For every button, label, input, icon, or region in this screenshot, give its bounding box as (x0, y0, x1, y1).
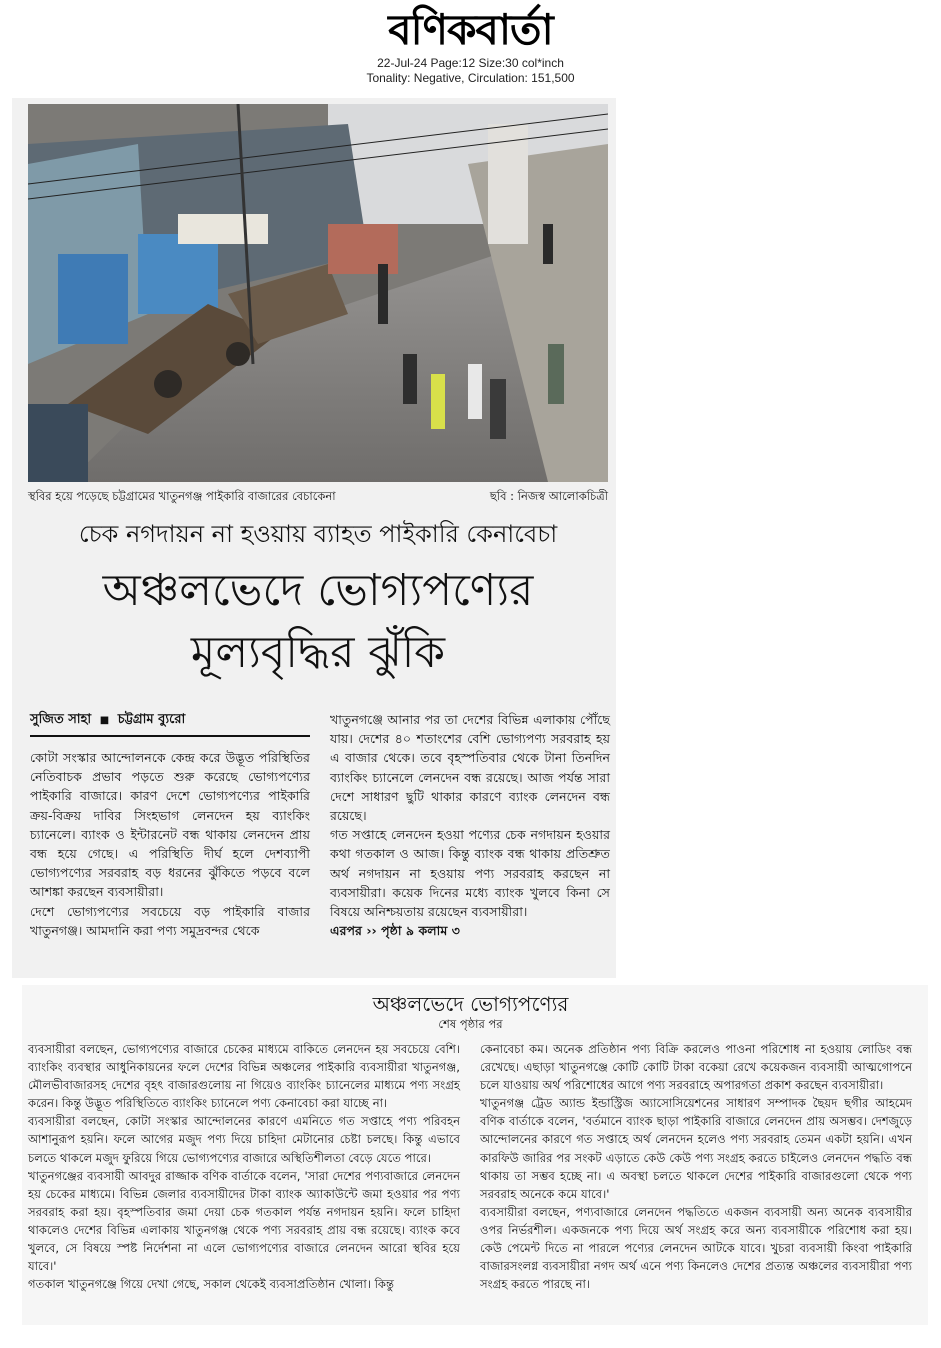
article-paragraph: দেশে ভোগ্যপণ্যের সবচেয়ে বড় পাইকারি বাজার খাতুনগঞ্জ। আমদানি করা পণ্য সমুদ্রবন্দর থেকে (30, 903, 310, 938)
market-street-photo-illustration (28, 104, 608, 482)
photo-caption-row (28, 486, 608, 506)
continued-on-page: এরপর ›› পৃষ্ঠা ৯ কলাম ৩ (330, 923, 460, 939)
jump-paragraph: ব্যবসায়ীরা বলছেন, পণ্যবাজারে লেনদেন পদ্ধতিতে একজন ব্যবসায়ী অন্য অনেক ব্যবসায়ীর ওপর নির্ভরশীল। একজনকে পণ্য দিয়ে অর্থ সংগ্রহ করে অন্য ব্যবসায়ীকে পরিশোধ করা হয়। কেউ পেমেন্ট দিতে না পারলে পণ্যের লেনদেন আটকে যাবে। খুচরা ব্যবসায়ী কিংবা পাইকারি বাজারসংলগ্ন ব্যবসায়ীরা নগদ অর্থ এনে পণ্য কিনলেও দেশের প্রত্যন্ত অঞ্চলের ব্যবসায়ীরা পণ্য সংগ্রহ করতে পারছে না। (480, 1204, 912, 1292)
jump-paragraph: ব্যবসায়ীরা বলছেন, কোটা সংস্কার আন্দোলনের কারণে এমনিতে গত সপ্তাহে পণ্য পরিবহন আশানুরূপ হয়নি। ফলে আগের মজুদ পণ্য দিয়ে চাহিদা মেটানোর চেষ্টা চলছে। কিন্তু এভাবে চলতে থাকলে মজুদ ফুরিয়ে গিয়ে ভোগ্যপণ্যের বাজারে অস্থিতিশীলতা বেড়ে যেতে পারে। (28, 1114, 460, 1165)
article-kicker: চেক নগদায়ন না হওয়ায় ব্যাহত পাইকারি কেনাবেচা (78, 520, 558, 548)
article-paragraph: গত সপ্তাহে লেনদেন হওয়া পণ্যের চেক নগদায়ন হওয়ার কথা গতকাল ও আজ। কিন্তু ব্যাংক বন্ধ থাকায় প্রতিশ্রুত অর্থ নগদায়ন না হওয়ায় পণ্য সরবরাহ করছেন না ব্যবসায়ীরা। কয়েক দিনের মধ্যে ব্যাংক খুলবে কিনা সে বিষয়ে অনিশ্চয়তায় রয়েছেন ব্যবসায়ীরা। (330, 827, 610, 920)
headline-line-1: অঞ্চলভেদে ভোগ্যপণ্যের (102, 565, 534, 616)
jump-subhead: শেষ পৃষ্ঠার পর (438, 1017, 503, 1031)
clip-meta-date-page-size: 22-Jul-24 Page:12 Size:30 col*inch (377, 56, 564, 70)
article-paragraph: কোটা সংস্কার আন্দোলনকে কেন্দ্র করে উদ্ভূত পরিস্থিতির নেতিবাচক প্রভাব পড়তে শুরু করেছে ভোগ্যপণ্যের পাইকারি বাজারে। কারণ দেশে ভোগ্যপণ্যের পাইকারি ক্রয়-বিক্রয় দাবির সিংহভাগ লেনদেন হয় ব্যাংকিং চ্যানেলে। ব্যাংক ও ইন্টারনেট বন্ধ থাকায় লেনদেন প্রায় বন্ধ হয়ে গেছে। এ পরিস্থিতি দীর্ঘ হলে দেশব্যাপী ভোগ্যপণ্যের সরবরাহ বড় ধরনের ঝুঁকিতে পড়বে বলে আশঙ্কা করছেন ব্যবসায়ীরা। (30, 750, 310, 900)
jump-column-right (480, 1040, 912, 1293)
jump-paragraph: ব্যবসায়ীরা বলছেন, ভোগ্যপণ্যের বাজারে চেকের মাধ্যমে বাকিতে লেনদেন হয় সবচেয়ে বেশি। ব্যাংকিং ব্যবস্থার আধুনিকায়নের ফলে দেশের বিভিন্ন অঞ্চলের পাইকারি ব্যবসায়ীরা খাতুনগঞ্জ, মৌলভীবাজারসহ দেশের বৃহৎ বাজারগুলোয় না গিয়েও ব্যাংকিং চ্যানেলের মাধ্যমে পণ্য সংগ্রহ করেন। কিন্তু উদ্ভূত পরিস্থিতিতে ব্যাংকিং চ্যানেলে পণ্য কেনাবেচা করা যাচ্ছে না। (28, 1042, 460, 1111)
byline (30, 710, 310, 737)
newspaper-logo: বণিকবার্তা (388, 5, 553, 54)
article-paragraph: খাতুনগঞ্জে আনার পর তা দেশের বিভিন্ন এলাকায় পৌঁছে যায়। দেশের ৪০ শতাংশের বেশি ভোগ্যপণ্য সরবরাহ হয় এ বাজার থেকে। তবে বৃহস্পতিবার থেকে টানা তিনদিন ব্যাংকিং চ্যানেলে লেনদেন বন্ধ রয়েছে। আজ পর্যন্ত সারা দেশে সাধারণ ছুটি থাকার কারণে ব্যাংক লেনদেন বন্ধ রয়েছে। (330, 712, 610, 824)
article-column-2 (330, 710, 610, 940)
byline-desk: চট্টগ্রাম ব্যুরো (117, 712, 186, 727)
jump-paragraph: কেনাবেচা কম। অনেক প্রতিষ্ঠান পণ্য বিক্রি করলেও পাওনা পরিশোধ না হওয়ায় লোডিং বন্ধ রেখেছে। এছাড়া খাতুনগঞ্জে কোটি কোটি টাকা বকেয়া রেখে কয়েকজন ব্যবসায়ী আত্মগোপনে চলে যাওয়ায় অর্থ পরিশোধের আগে পণ্য সরবরাহে অপারগতা প্রকাশ করছেন ব্যবসায়ীরা। (480, 1042, 912, 1093)
photo-caption: স্থবির হয়ে পড়েছে চট্টগ্রামের খাতুনগঞ্জ পাইকারি বাজারের বেচাকেনা (28, 489, 336, 503)
article-headline (28, 560, 608, 684)
masthead (0, 4, 941, 86)
byline-author: সুজিত সাহা (30, 712, 92, 727)
jump-column-left (28, 1040, 460, 1293)
photo-credit: ছবি : নিজস্ব আলোকচিত্রী (489, 489, 608, 503)
jump-headline: অঞ্চলভেদে ভোগ্যপণ্যের (372, 992, 569, 1016)
headline-line-2: মূল্যবৃদ্ধির ঝুঁকি (190, 627, 446, 678)
market-street-photo (28, 104, 608, 482)
jump-paragraph: খাতুনগঞ্জ ট্রেড অ্যান্ড ইন্ডাস্ট্রিজ অ্যাসোসিয়েশনের সাধারণ সম্পাদক ছৈয়দ ছগীর আহমেদ বণিক বার্তাকে বলেন, 'বর্তমানে ব্যাংক ছাড়া পাইকারি বাজারে লেনদেন প্রায় অসম্ভব। দেশজুড়ে আন্দোলনের কারণে গত সপ্তাহে অর্থ লেনদেন হলেও পণ্য সরবরাহ তেমন একটা হয়নি। এখন কারফিউ জারির পর সংকট এড়াতে কেউ কেউ পণ্য সংগ্রহ করতে চাইলেও লেনদেন পদ্ধতি বন্ধ থাকায় তা সম্ভব হচ্ছে না। এ অবস্থা চলতে থাকলে দেশের পাইকারি বাজারগুলো থেকে পণ্য সরবরাহ অনেকে কমে যাবে।' (480, 1096, 912, 1201)
byline-separator: ■ (99, 715, 110, 726)
clip-meta-tonality-circulation: Tonality: Negative, Circulation: 151,500 (366, 71, 575, 85)
jump-paragraph: খাতুনগঞ্জের ব্যবসায়ী আবদুর রাজ্জাক বণিক বার্তাকে বলেন, 'সারা দেশের পণ্যবাজারে লেনদেন হয় চেকের মাধ্যমে। বিভিন্ন জেলার ব্যবসায়ীদের টাকা ব্যাংক অ্যাকাউন্টে জমা হওয়ার পর পণ্য সরবরাহ করা হয়। বৃহস্পতিবার জমা দেয়া চেক গতকাল পর্যন্ত নগদায়ন হয়নি। ফলে চাহিদা থাকলেও দেশের বিভিন্ন এলাকায় খাতুনগঞ্জ থেকে পণ্য সরবরাহ প্রায় বন্ধ রয়েছে। ব্যাংক কবে খুলবে, সে বিষয়ে স্পষ্ট নির্দেশনা না এলে ভোগ্যপণ্যের বাজারে লেনদেন আরো স্থবির হয়ে যাবে।' (28, 1168, 460, 1274)
jump-paragraph: গতকাল খাতুনগঞ্জে গিয়ে দেখা গেছে, সকাল থেকেই ব্যবসাপ্রতিষ্ঠান খোলা। কিন্তু (28, 1277, 395, 1292)
article-column-1 (30, 748, 310, 940)
